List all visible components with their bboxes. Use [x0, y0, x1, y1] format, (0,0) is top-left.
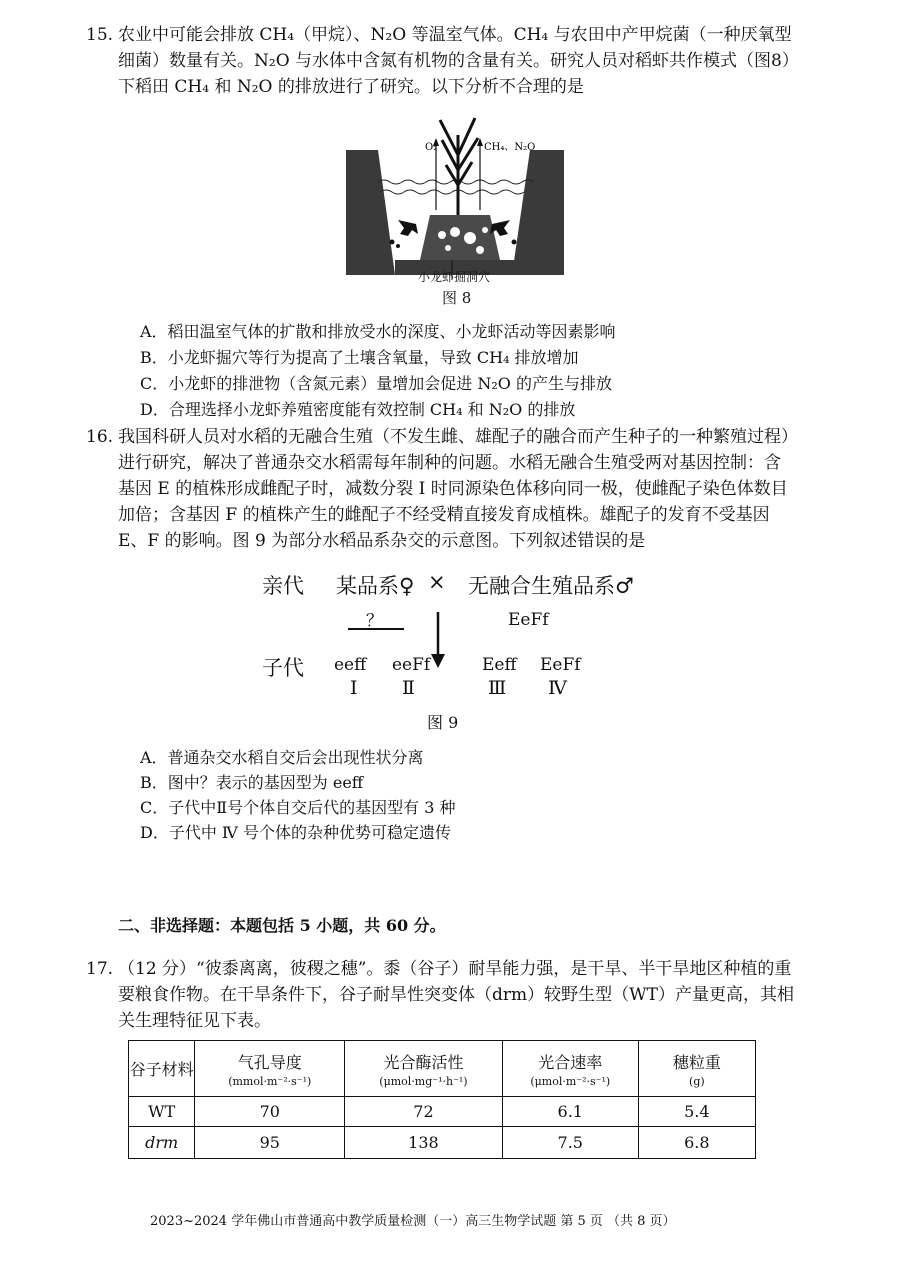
q15-option-b: B．小龙虾掘穴等行为提高了土壤含氧量，导致 CH₄ 排放增加	[140, 348, 579, 367]
right-bank	[512, 150, 564, 275]
unknown-underline	[348, 628, 404, 630]
offspring-iv-number: Ⅳ	[548, 677, 567, 699]
figure-9-caption: 图 9	[427, 713, 459, 732]
male-parent: 无融合生殖品系♂	[468, 574, 634, 598]
q16-option-d: D．子代中 Ⅳ 号个体的杂种优势可稳定遗传	[140, 823, 451, 842]
table-cell: 6.1	[502, 1097, 638, 1127]
question-stem: 农业中可能会排放 CH₄（甲烷）、N₂O 等温室气体。CH₄ 与农田中产甲烷菌（一种厌氧型细菌）数量有关。N₂O 与水体中含氮有机物的含量有关。研究人员对稻虾共作模式（图8）下稻田 CH₄ 和 N₂O 的排放进行了研究。以下分析不合理的是	[118, 25, 792, 97]
table-cell: 72	[345, 1097, 503, 1127]
cross-arrow	[428, 612, 448, 670]
question-17	[86, 956, 794, 1034]
header-material: 谷子材料	[129, 1041, 195, 1097]
offspring-ii-genotype: eeFf	[392, 655, 431, 675]
female-parent: 某品系♀	[336, 574, 415, 598]
table-cell: 70	[195, 1097, 345, 1127]
ch4-n2o-label: CH₄、N₂O	[484, 142, 536, 153]
left-bank	[346, 150, 395, 275]
unknown-genotype: ？	[366, 611, 383, 631]
table-row	[129, 1127, 756, 1159]
page-footer: 2023~2024 学年佛山市普通高中教学质量检测（一）高三生物学试题 第 5 页 （共 8 页）	[150, 1214, 676, 1229]
q15-option-c: C．小龙虾的排泄物（含氮元素）量增加会促进 N₂O 的产生与排放	[140, 374, 612, 393]
offspring-label: 子代	[262, 656, 304, 680]
rice-plant	[440, 118, 478, 215]
question-number: 17.	[86, 959, 114, 979]
table-cell: drm	[129, 1127, 195, 1159]
male-genotype: EeFf	[508, 610, 549, 630]
table-cell: 95	[195, 1127, 345, 1159]
o2-label: O₂	[425, 142, 438, 153]
q16-option-c: C．子代中Ⅱ号个体自交后代的基因型有 3 种	[140, 798, 456, 817]
table-cell: 5.4	[638, 1097, 755, 1127]
table-cell: WT	[129, 1097, 195, 1127]
header-grain-weight: 穗粒重 (g)	[638, 1041, 755, 1097]
offspring-iii-number: Ⅲ	[488, 677, 507, 699]
question-15	[86, 22, 794, 100]
table-row	[129, 1097, 756, 1127]
offspring-i-genotype: eeff	[334, 655, 367, 675]
crayfish-left-icon	[390, 220, 419, 248]
q15-option-d: D．合理选择小龙虾养殖密度能有效控制 CH₄ 和 N₂O 的排放	[140, 400, 576, 419]
q16-option-a: A．普通杂交水稻自交后会出现性状分离	[140, 748, 424, 767]
header-photosynthesis-rate: 光合速率 (μmol·m⁻²·s⁻¹)	[502, 1041, 638, 1097]
section-heading: 二、非选择题：本题包括 5 小题，共 60 分。	[118, 916, 446, 935]
question-stem: 我国科研人员对水稻的无融合生殖（不发生雌、雄配子的融合而产生种子的一种繁殖过程）进行研究，解决了普通杂交水稻需每年制种的问题。水稻无融合生殖受两对基因控制：含基因 E 的植株形成雌配子时，减数分裂 I 时同源染色体移向同一极，使雌配子染色体数目加倍；含基因 F 的植株产生的雌配子不经受精直接发育成植株。雄配子的发育不受基因 E、F 的影响。图 9 为部分水稻品系杂交的示意图。下列叙述错误的是	[118, 427, 790, 551]
q16-option-b: B．图中？表示的基因型为 eeff	[140, 773, 364, 792]
central-mound	[420, 215, 500, 260]
offspring-i-number: Ⅰ	[350, 677, 358, 699]
question-stem: （12 分）“彼黍离离，彼稷之穗”。黍（谷子）耐旱能力强，是干旱、半干旱地区种植的重要粮食作物。在干旱条件下，谷子耐旱性突变体（drm）较野生型（WT）产量更高，其相关生理特征见下表。	[118, 959, 794, 1031]
question-16	[86, 424, 794, 554]
burrow-label: 小龙虾掘洞穴	[418, 270, 491, 284]
q15-option-a: A．稻田温室气体的扩散和排放受水的深度、小龙虾活动等因素影响	[140, 322, 616, 341]
question-number: 15.	[86, 25, 114, 45]
trait-table	[128, 1040, 756, 1159]
header-stomatal-conductance: 气孔导度 (mmol·m⁻²·s⁻¹)	[195, 1041, 345, 1097]
table-cell: 6.8	[638, 1127, 755, 1159]
offspring-iii-genotype: Eeff	[482, 655, 517, 675]
offspring-iv-genotype: EeFf	[540, 655, 581, 675]
header-enzyme-activity: 光合酶活性 (μmol·mg⁻¹·h⁻¹)	[345, 1041, 503, 1097]
offspring-ii-number: Ⅱ	[402, 677, 415, 699]
figure-8-caption: 图 8	[442, 289, 472, 307]
cross-symbol: ×	[428, 570, 446, 594]
table-cell: 7.5	[502, 1127, 638, 1159]
question-number: 16.	[86, 427, 114, 447]
parent-label: 亲代	[262, 574, 304, 598]
table-cell: 138	[345, 1127, 503, 1159]
